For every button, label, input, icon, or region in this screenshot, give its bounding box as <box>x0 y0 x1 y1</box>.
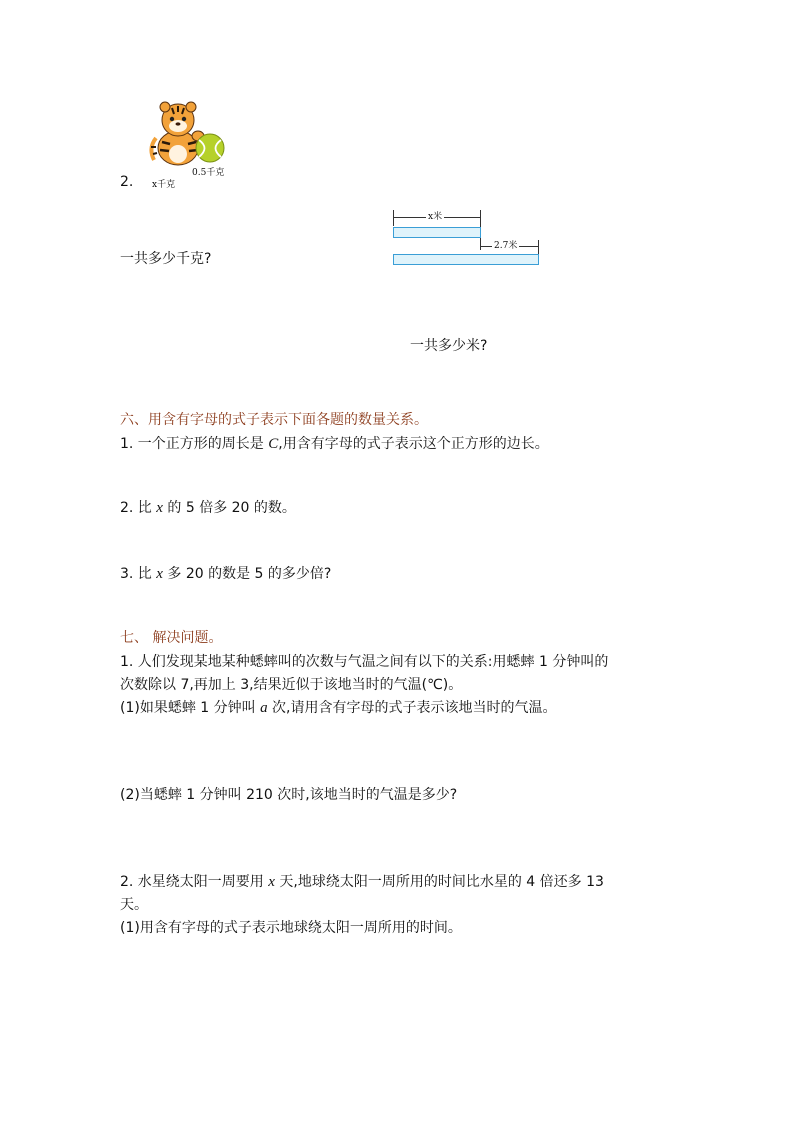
q3-text-b: 多 20 的数是 5 的多少倍? <box>162 566 332 582</box>
section-6-question-2 <box>120 498 296 518</box>
tennis-ball-illustration <box>195 133 225 163</box>
tiger-weight-label: x千克 <box>152 180 176 190</box>
ball-weight-label: 0.5千克 <box>192 168 225 178</box>
q1-text-b: ,用含有字母的式子表示这个正方形的边长。 <box>278 436 549 452</box>
s7-q1-sub1-text-a: (1)如果蟋蟀 1 分钟叫 <box>120 700 261 716</box>
s7-q2-sub-1: (1)用含有字母的式子表示地球绕太阳一周所用的时间。 <box>120 920 462 936</box>
s7-q2-variable: x <box>268 874 275 890</box>
q3-text-a: 3. 比 <box>120 566 157 582</box>
s7-q2-line-1 <box>120 872 604 892</box>
s7-q2-text-b: 天,地球绕太阳一周所用的时间比水星的 4 倍还多 13 <box>274 874 604 890</box>
top-bar-label: x米 <box>426 209 444 222</box>
problem-number: 2. <box>120 174 134 190</box>
q1-text-a: 1. 一个正方形的周长是 <box>120 436 269 452</box>
bottom-bar <box>393 254 539 265</box>
dim-tick-right <box>538 240 539 254</box>
section-6-question-3 <box>120 564 331 584</box>
s7-q2-text-a: 2. 水星绕太阳一周要用 <box>120 874 269 890</box>
q2-text-a: 2. 比 <box>120 500 157 516</box>
diff-label: 2.7米 <box>492 238 519 251</box>
q3-variable: x <box>156 566 163 582</box>
section-7-heading: 七、 解决问题。 <box>120 630 223 646</box>
s7-q1-sub1-variable: a <box>260 700 268 716</box>
question-total-weight: 一共多少千克? <box>120 251 212 267</box>
s7-q1-line-2: 次数除以 7,再加上 3,结果近似于该地当时的气温(℃)。 <box>120 677 463 693</box>
s7-q1-sub1-text-b: 次,请用含有字母的式子表示该地当时的气温。 <box>267 700 557 716</box>
top-bar <box>393 227 481 238</box>
dim-tick-left <box>393 210 394 226</box>
s7-q1-sub-2: (2)当蟋蟀 1 分钟叫 210 次时,该地当时的气温是多少? <box>120 787 458 803</box>
q1-variable: C <box>268 436 279 452</box>
s7-q2-line-2: 天。 <box>120 897 148 913</box>
section-6-heading: 六、用含有字母的式子表示下面各题的数量关系。 <box>120 412 428 428</box>
section-6-question-1 <box>120 434 549 454</box>
s7-q1-sub-1 <box>120 698 557 718</box>
question-total-length: 一共多少米? <box>410 338 488 354</box>
s7-q1-line-1: 1. 人们发现某地某种蟋蟀叫的次数与气温之间有以下的关系:用蟋蟀 1 分钟叫的 <box>120 654 609 670</box>
q2-text-b: 的 5 倍多 20 的数。 <box>162 500 296 516</box>
q2-variable: x <box>156 500 163 516</box>
